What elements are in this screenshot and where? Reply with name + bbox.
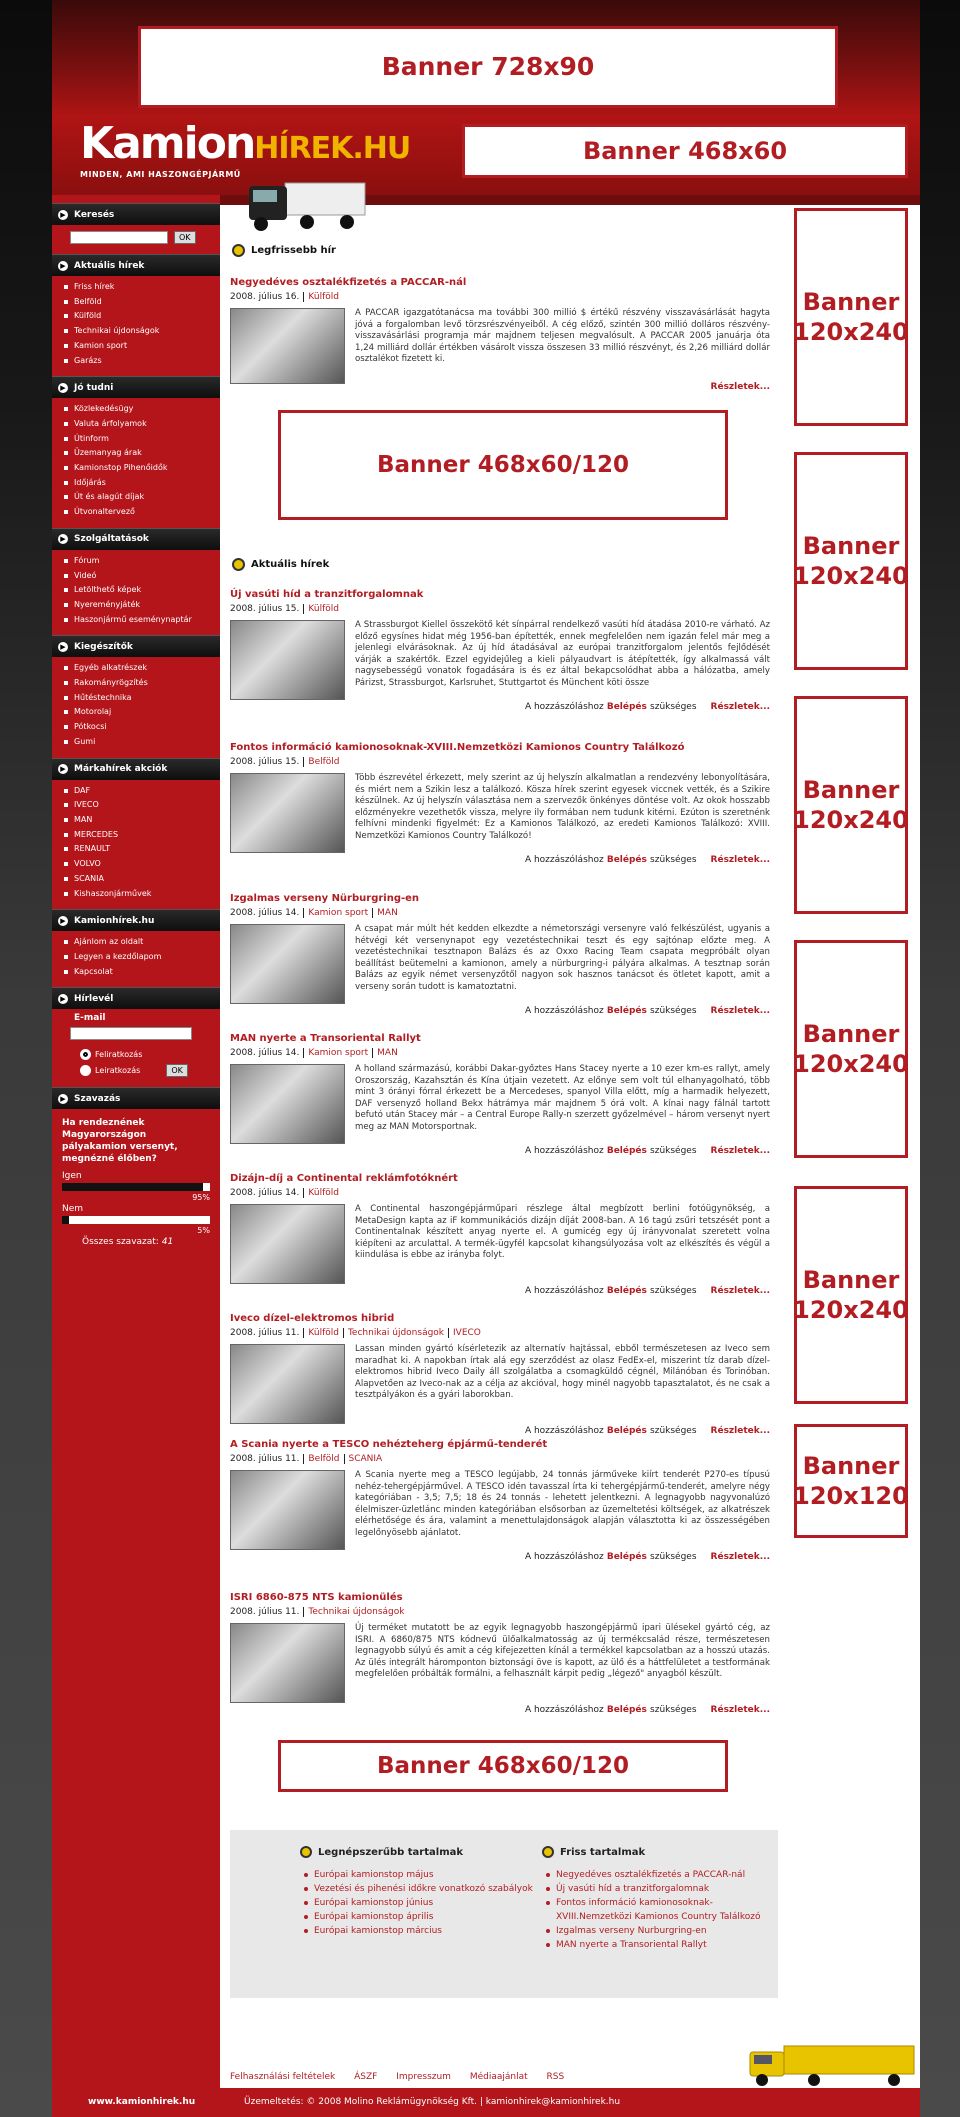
article-title[interactable]: A Scania nyerte a TESCO nehézteherg épjármű-tenderét — [230, 1439, 548, 1450]
sidebar-item[interactable]: Ajánlom az oldalt — [52, 935, 220, 950]
search-input[interactable] — [70, 231, 168, 244]
site-wrapper — [52, 0, 920, 2117]
banner-right-3[interactable]: Banner 120x240 — [794, 696, 908, 914]
read-more-link[interactable]: Részletek... — [710, 1552, 770, 1562]
sidebar-list-markahirek — [52, 780, 220, 906]
poll-option-yes[interactable]: Igen — [62, 1171, 82, 1182]
article-item — [230, 1032, 770, 1157]
article-thumbnail[interactable] — [230, 620, 345, 700]
sidebar-item[interactable]: Kishaszonjárművek — [52, 887, 220, 902]
sidebar-list-szolgaltatasok — [52, 550, 220, 632]
poll-option-no[interactable]: Nem — [62, 1204, 84, 1215]
section-latest-heading: Legfrissebb hír — [232, 244, 336, 257]
article-title[interactable]: Iveco dízel-elektromos hibrid — [230, 1313, 395, 1324]
footer-link[interactable]: RSS — [546, 2072, 565, 2082]
footer-link[interactable]: Impresszum — [396, 2072, 451, 2082]
article-category[interactable]: Külföld — [303, 1188, 339, 1198]
sidebar-item[interactable]: Közlekedésügy — [52, 402, 220, 417]
banner-header[interactable]: Banner 468x60 — [462, 124, 908, 178]
article-thumbnail[interactable] — [230, 1623, 345, 1703]
article-text: A holland származású, korábbi Dakar-győztes Hans Stacey nyerte a 10 ezer km-es rallyt, amely Oroszország, Kazahsztán és Kína útjain vezetett. Az előnye sem volt túl elhanyagolható, több mint 3 órányi fórral érkezett be a Mercedeses, spanyol Villa előtt, míg a harmadik helyezett, DAF versenyző holland Bekx hátrámya már majdnem 5 órá volt. A kínai nagy fálnál tartott befutó után Stacey már – a Central Europe Rally-n szerzett győzelmével – három versenyt nyert meg az MAN Motorsportnak. — [355, 1064, 770, 1132]
article-category[interactable]: Külföld — [303, 1328, 339, 1338]
sidebar-head-search: ▶ Keresés — [52, 203, 220, 225]
poll-total: Összes szavazat: 41 — [82, 1237, 174, 1248]
article-item — [230, 1438, 770, 1563]
article-text: Több észrevétel érkezett, mely szerint az új helyszín alkalmatlan a rendezvény lebonyolítására, és miért nem a Szikin lesz a találkozó. Kösza hírek szerint egyesek viccnek vették, és a Szikire készülnek. Az új helyszín választása nem a szervezők önkényes döntése volt. Az okok hosszabb előzményekre vezethetők vissza, melyre ily formában nem tudunk kitérni. Ezúton is szeretnénk felhívni mindenki figyelmét: Ez a Kamionos Találkozó, az eredeti Kamionos Találkozó: XVIII. Nemzetközi Kamionos Country Találkozó! — [355, 773, 770, 841]
fresh-heading: Friss tartalmak — [560, 1846, 646, 1858]
fresh-link[interactable]: Új vasúti híd a tranzitforgalomnak — [542, 1882, 762, 1896]
article-date: 2008. július 15. — [230, 757, 300, 767]
article-category[interactable]: Belföld — [303, 757, 339, 767]
article-date: 2008. július 14. — [230, 1188, 300, 1198]
banner-right-1[interactable]: Banner 120x240 — [794, 208, 908, 426]
fresh-link[interactable]: Fontos információ kamionosoknak-XVIII.Nemzetközi Kamionos Country Találkozó — [542, 1896, 762, 1924]
sidebar-item[interactable]: DAF — [52, 784, 220, 799]
article-title[interactable]: MAN nyerte a Transoriental Rallyt — [230, 1033, 421, 1044]
login-link[interactable]: Belépés — [606, 1552, 647, 1562]
sidebar-item[interactable]: Üzemanyag árak — [52, 446, 220, 461]
sidebar-item[interactable]: Legyen a kezdőlapom — [52, 950, 220, 965]
article-item — [230, 892, 770, 1017]
article-footer: A hozzászóláshoz Belépés szükséges Részletek... — [524, 1006, 770, 1016]
sidebar-item[interactable]: Valuta árfolyamok — [52, 417, 220, 432]
banner-right-2[interactable]: Banner 120x240 — [794, 452, 908, 670]
login-link[interactable]: Belépés — [606, 1705, 647, 1715]
article-category[interactable]: SCANIA — [344, 1454, 383, 1464]
article-date: 2008. július 14. — [230, 1048, 300, 1058]
article-category[interactable]: Külföld — [303, 604, 339, 614]
subscribe-label: Feliratkozás — [95, 1050, 143, 1060]
banner-right-6[interactable]: Banner 120x120 — [794, 1424, 908, 1538]
site-logo[interactable]: KamionHÍREK.HU — [80, 118, 411, 169]
sidebar-item[interactable]: Időjárás — [52, 476, 220, 491]
article-footer: A hozzászóláshoz Belépés szükséges Részletek... — [524, 1426, 770, 1436]
sidebar-item[interactable]: Haszonjármű eseménynaptár — [52, 613, 220, 628]
article-footer: A hozzászóláshoz Belépés szükséges Részletek... — [524, 1146, 770, 1156]
article-thumbnail[interactable] — [230, 1344, 345, 1424]
popular-link[interactable]: Európai kamionstop március — [300, 1924, 540, 1938]
fresh-link[interactable]: Izgalmas verseny Nurburgring-en — [542, 1924, 762, 1938]
article-category[interactable]: Belföld — [303, 1454, 339, 1464]
popular-column — [300, 1846, 540, 1938]
article-date: 2008. július 11. — [230, 1454, 300, 1464]
footer-site-url[interactable]: www.kamionhirek.hu — [88, 2097, 196, 2107]
article-thumbnail[interactable] — [230, 773, 345, 853]
sidebar-list-kiegeszitok — [52, 657, 220, 753]
popular-link[interactable]: Európai kamionstop május — [300, 1868, 540, 1882]
read-more-link[interactable]: Részletek... — [710, 382, 770, 392]
article-text: Új terméket mutatott be az egyik legnagyobb haszongépjármű ipari ülésekel gyártó cég, az ISRI. A 6860/875 NTS kódnevű ülőalkalmatosság az új termékcsalád része, természetesen legnagyobb súlyú és amit a cég kifejezetten kínál a termékkel kapcsolatban az a hosszú utazás. Az ülés integrált háromponton biztonsági öve is kapott, az ülő és a háttfelületet a testformának megfelelően próbálták formálni, a felhasznált kárpit pedig „légező" anyagból készült. — [355, 1623, 770, 1680]
read-more-link[interactable]: Részletek... — [710, 855, 770, 865]
sidebar-item[interactable]: Kapcsolat — [52, 965, 220, 980]
subscribe-radio[interactable] — [80, 1049, 91, 1060]
footer-link[interactable]: Felhasználási feltételek — [230, 2072, 336, 2082]
sidebar-item[interactable]: Kamionstop Pihenőidők — [52, 461, 220, 476]
poll-bar-no — [62, 1216, 210, 1224]
sidebar-item[interactable]: Hűtéstechnika — [52, 691, 220, 706]
fresh-link[interactable]: MAN nyerte a Transoriental Rallyt — [542, 1938, 762, 1952]
article-footer: A hozzászóláshoz Belépés szükséges Részletek... — [524, 702, 770, 712]
sidebar-item[interactable]: Videó — [52, 569, 220, 584]
article-item — [230, 1591, 770, 1716]
article-text: A csapat már múlt hét kedden elkezdte a németországi versenyre való felkészülést, ugyanis a hétvégi két versenynapot egy vezetéstechnikai teszt és egy sajtónap előzte meg. A vezetéstechnikai tesztnapon Balázs és az Oxxo Racing Team csapata megpróbált olyan beállítást beütemelni a kamionon, amely a nürburgring-i pályára alkalmas. A tesztnap során Balázs az egyik német versenyzőtől nagyon sok hasznos tanácsot és ötletet kapott, amit a verseny során tudott is kamatoztatni. — [355, 924, 770, 992]
article-title[interactable]: ISRI 6860-875 NTS kamionülés — [230, 1592, 403, 1603]
featured-article — [230, 276, 770, 393]
article-item — [230, 741, 770, 866]
article-thumbnail[interactable] — [230, 1470, 345, 1550]
sidebar-item[interactable]: Belföld — [52, 295, 220, 310]
read-more-link[interactable]: Részletek... — [710, 702, 770, 712]
section-current-heading: Aktuális hírek — [232, 558, 329, 571]
sidebar-item[interactable]: Gumi — [52, 735, 220, 750]
sidebar-item[interactable]: MERCEDES — [52, 828, 220, 843]
left-sidebar — [52, 195, 220, 2117]
sidebar-item[interactable]: Friss hírek — [52, 280, 220, 295]
search-button[interactable]: OK — [174, 231, 196, 244]
article-category[interactable]: MAN — [372, 1048, 398, 1058]
newsletter-email-input[interactable] — [70, 1027, 192, 1040]
newsletter-ok-button[interactable]: OK — [166, 1064, 188, 1077]
sidebar-item[interactable]: MAN — [52, 813, 220, 828]
read-more-link[interactable]: Részletek... — [710, 1146, 770, 1156]
article-item — [230, 588, 770, 713]
article-category[interactable]: Kamion sport — [303, 1048, 368, 1058]
article-title[interactable]: Dizájn-díj a Continental reklámfotóknért — [230, 1173, 458, 1184]
article-category[interactable]: Technikai újdonságok — [303, 1607, 404, 1617]
sidebar-head-jotudni: ▶ Jó tudni — [52, 376, 220, 398]
sidebar-list-jotudni — [52, 398, 220, 524]
sidebar-head-kiegeszitok: ▶ Kiegészítők — [52, 635, 220, 657]
banner-right-5[interactable]: Banner 120x240 — [794, 1186, 908, 1404]
login-link[interactable]: Belépés — [606, 1146, 647, 1156]
bottom-links-box — [230, 1830, 778, 1998]
newsletter-email-label: E-mail — [74, 1013, 106, 1024]
poll-pct-yes: 95% — [192, 1193, 210, 1203]
article-thumbnail[interactable] — [230, 308, 345, 384]
unsubscribe-radio[interactable] — [80, 1065, 91, 1076]
popular-link[interactable]: Európai kamionstop április — [300, 1910, 540, 1924]
banner-mid[interactable]: Banner 468x60/120 — [278, 410, 728, 520]
sidebar-head-hirlevel: ▶ Hírlevél — [52, 987, 220, 1009]
article-text: A PACCAR igazgatótanácsa ma további 300 millió $ értékű részvény visszavásárlását hagyta jóvá a forgalomban levő törzsrészvényeiből. A cég előző, szintén 300 millió dolláros részvény-visszavásárlási programja már majdnem teljesen megvalósult. A PACCAR 2005 januárja óta 1,24 milliárd dollár értékben vásárolt vissza összesen 33 millió részvényt, és 2,26 milliárd dollár osztalékot fizetett ki. — [355, 308, 770, 365]
sidebar-item[interactable]: Rakományrögzítés — [52, 676, 220, 691]
sidebar-list-kamionhirek — [52, 931, 220, 983]
poll-pct-no: 5% — [197, 1226, 210, 1236]
footer-truck-image — [744, 2040, 920, 2090]
article-date: 2008. július 11. — [230, 1328, 300, 1338]
poll-question: Ha rendeznének Magyarországon pályakamion versenyt, megnézné élőben? — [62, 1118, 178, 1165]
article-text: A Continental haszongépjárműpari részlege által megbízott berlini fotóügynökség, a MetaDesign kapta az iF kommunikációs dizájn díját 2008-ban. A 16 tagú zsűri tetszését pont a Continentalnak készített anyag nyerte el. A gumicég egy új irányvonalat szeretett volna kiépíteni az arculattal. A termék-ügyfél kapcsolat kihangsúlyozása volt az elkészítés és végül a kiindulása is ebbe az irányba folyt. — [355, 1204, 770, 1261]
unsubscribe-label: Leiratkozás — [95, 1066, 141, 1076]
article-date: 2008. július 14. — [230, 908, 300, 918]
read-more-link[interactable]: Részletek... — [710, 1705, 770, 1715]
sidebar-head-szolgaltatasok: ▶ Szolgáltatások — [52, 528, 220, 550]
poll-bar-yes — [62, 1183, 210, 1191]
article-item — [230, 1312, 770, 1437]
sidebar-item[interactable]: Külföld — [52, 309, 220, 324]
article-title[interactable]: Új vasúti híd a tranzitforgalomnak — [230, 589, 424, 600]
article-date: 2008. július 15. — [230, 604, 300, 614]
banner-right-4[interactable]: Banner 120x240 — [794, 940, 908, 1158]
sidebar-item[interactable]: Fórum — [52, 554, 220, 569]
sidebar-item[interactable]: Egyéb alkatrészek — [52, 661, 220, 676]
login-link[interactable]: Belépés — [606, 702, 647, 712]
sidebar-item[interactable]: Technikai újdonságok — [52, 324, 220, 339]
read-more-link[interactable]: Részletek... — [710, 1006, 770, 1016]
sidebar-item[interactable]: Letölthető képek — [52, 583, 220, 598]
article-text: Lassan minden gyártó kísérletezik az alternatív hajtással, ebből természetesen az Iveco sem maradhat ki. A napokban írtak alá egy szerződést az olasz FedEx-el, miszerint tíz darab dízel-elektromos hibrid Iveco Daily áll szolgálatba a csomagküldő cégnél, Milánóban és Torinóban. Alapvetően az Iveco-nak az a célja az akcióval, hogy minél nagyobb tapasztalatot, és ne csak a tesztpályákon és a gyári laborokban. — [355, 1344, 770, 1401]
article-thumbnail[interactable] — [230, 1204, 345, 1284]
footer-links — [230, 2072, 580, 2082]
article-thumbnail[interactable] — [230, 1064, 345, 1144]
footer-bar — [52, 2088, 920, 2117]
sidebar-item[interactable]: IVECO — [52, 798, 220, 813]
sidebar-item[interactable]: Pótkocsi — [52, 720, 220, 735]
article-item — [230, 1172, 770, 1297]
article-title[interactable]: Negyedéves osztalékfizetés a PACCAR-nál — [230, 277, 467, 288]
sidebar-head-kamionhirek: ▶ Kamionhírek.hu — [52, 909, 220, 931]
article-date: 2008. július 16. — [230, 292, 300, 302]
fresh-column — [542, 1846, 762, 1952]
sidebar-list-aktualis — [52, 276, 220, 372]
article-category[interactable]: Technikai újdonságok — [343, 1328, 444, 1338]
sidebar-item[interactable]: Garázs — [52, 354, 220, 369]
sidebar-head-markahirek: ▶ Márkahírek akciók — [52, 758, 220, 780]
sidebar-item[interactable]: Nyereményjáték — [52, 598, 220, 613]
site-slogan: MINDEN, AMI HASZONGÉPJÁRMŰ — [80, 170, 241, 179]
article-category[interactable]: MAN — [372, 908, 398, 918]
sidebar-item[interactable]: Útinform — [52, 432, 220, 447]
article-category[interactable]: IVECO — [448, 1328, 481, 1338]
login-link[interactable]: Belépés — [606, 1426, 647, 1436]
fresh-link[interactable]: Negyedéves osztalékfizetés a PACCAR-nál — [542, 1868, 762, 1882]
popular-link[interactable]: Vezetési és pihenési időkre vonatkozó szabályok — [300, 1882, 540, 1896]
article-footer: A hozzászóláshoz Belépés szükséges Részletek... — [524, 1286, 770, 1296]
popular-link[interactable]: Európai kamionstop június — [300, 1896, 540, 1910]
popular-heading: Legnépszerűbb tartalmak — [318, 1846, 464, 1858]
footer-link[interactable]: ÁSZF — [354, 2072, 378, 2082]
sidebar-item[interactable]: Út és alagút díjak — [52, 490, 220, 505]
banner-top[interactable]: Banner 728x90 — [138, 26, 838, 108]
footer-link[interactable]: Médiaajánlat — [469, 2072, 528, 2082]
sidebar-item[interactable]: Kamion sport — [52, 339, 220, 354]
article-category[interactable]: Kamion sport — [303, 908, 368, 918]
login-link[interactable]: Belépés — [606, 1006, 647, 1016]
banner-bottom[interactable]: Banner 468x60/120 — [278, 1740, 728, 1792]
read-more-link[interactable]: Részletek... — [710, 1286, 770, 1296]
sidebar-item[interactable]: VOLVO — [52, 857, 220, 872]
article-category[interactable]: Külföld — [303, 292, 339, 302]
article-footer: A hozzászóláshoz Belépés szükséges Részletek... — [524, 1552, 770, 1562]
read-more-link[interactable]: Részletek... — [710, 1426, 770, 1436]
sidebar-item[interactable]: Útvonaltervező — [52, 505, 220, 520]
sidebar-item[interactable]: RENAULT — [52, 842, 220, 857]
article-text: A Scania nyerte meg a TESCO legújabb, 24 tonnás járműveke kiírt tenderét P270-es típusú nehéz-tehergépjárművel. A TESCO idén tavasszal írta ki tehergépjármű-tenderét, amelyre négy kategóriában - 3,5; 7,5; 18 és 24 tonnás - lehetett jelentkezni. A legnagyobb nagyvonalúzó élelmiszer-üzletlánc minden kategóriában elsősorban az üzemeltetési költségek, az alkatrészek elérhetősége és ára, valamint a menettulajdonságok alapján választotta ki az összességében legelőnyösebb ajánlatot. — [355, 1470, 770, 1538]
article-thumbnail[interactable] — [230, 924, 345, 1004]
sidebar-item[interactable]: Motorolaj — [52, 705, 220, 720]
sidebar-head-szavazas: ▶ Szavazás — [52, 1087, 220, 1109]
article-text: A Strassburgot Kiellel összekötő két sínpárral rendelkező vasúti híd átadása 2010-re várható. Az előző egysínes hidat még 1956-ban építették, ennek megfelelően nem igazán felel már meg a jelenlegi elvárásoknak. Az új híd átadásával az európai tranzitforgalom jelentős fejlődését várják a szakértők. Ezzel egyidejűleg a kieli pályaudvart is átépítették, így alkalmassá vált nagysebességű vonatok fogadására is és ez által bekapcsolódhat abba a hálózatba, amely Párizst, Strassburgot, Karlsruhet, Stuttgartot és Münchent köti össze — [355, 620, 770, 688]
article-title[interactable]: Fontos információ kamionosoknak-XVIII.Nemzetközi Kamionos Country Találkozó — [230, 742, 685, 753]
article-footer: A hozzászóláshoz Belépés szükséges Részletek... — [524, 1705, 770, 1715]
footer-operator: Üzemeltetés: © 2008 Molino Reklámügynökség Kft. | kamionhirek@kamionhirek.hu — [244, 2097, 621, 2107]
login-link[interactable]: Belépés — [606, 1286, 647, 1296]
article-title[interactable]: Izgalmas verseny Nürburgring-en — [230, 893, 420, 904]
article-footer: A hozzászóláshoz Belépés szükséges Részletek... — [524, 855, 770, 865]
sidebar-head-aktualis: ▶ Aktuális hírek — [52, 254, 220, 276]
article-date: 2008. július 11. — [230, 1607, 300, 1617]
header-truck-image — [247, 178, 367, 233]
sidebar-item[interactable]: SCANIA — [52, 872, 220, 887]
login-link[interactable]: Belépés — [606, 855, 647, 865]
